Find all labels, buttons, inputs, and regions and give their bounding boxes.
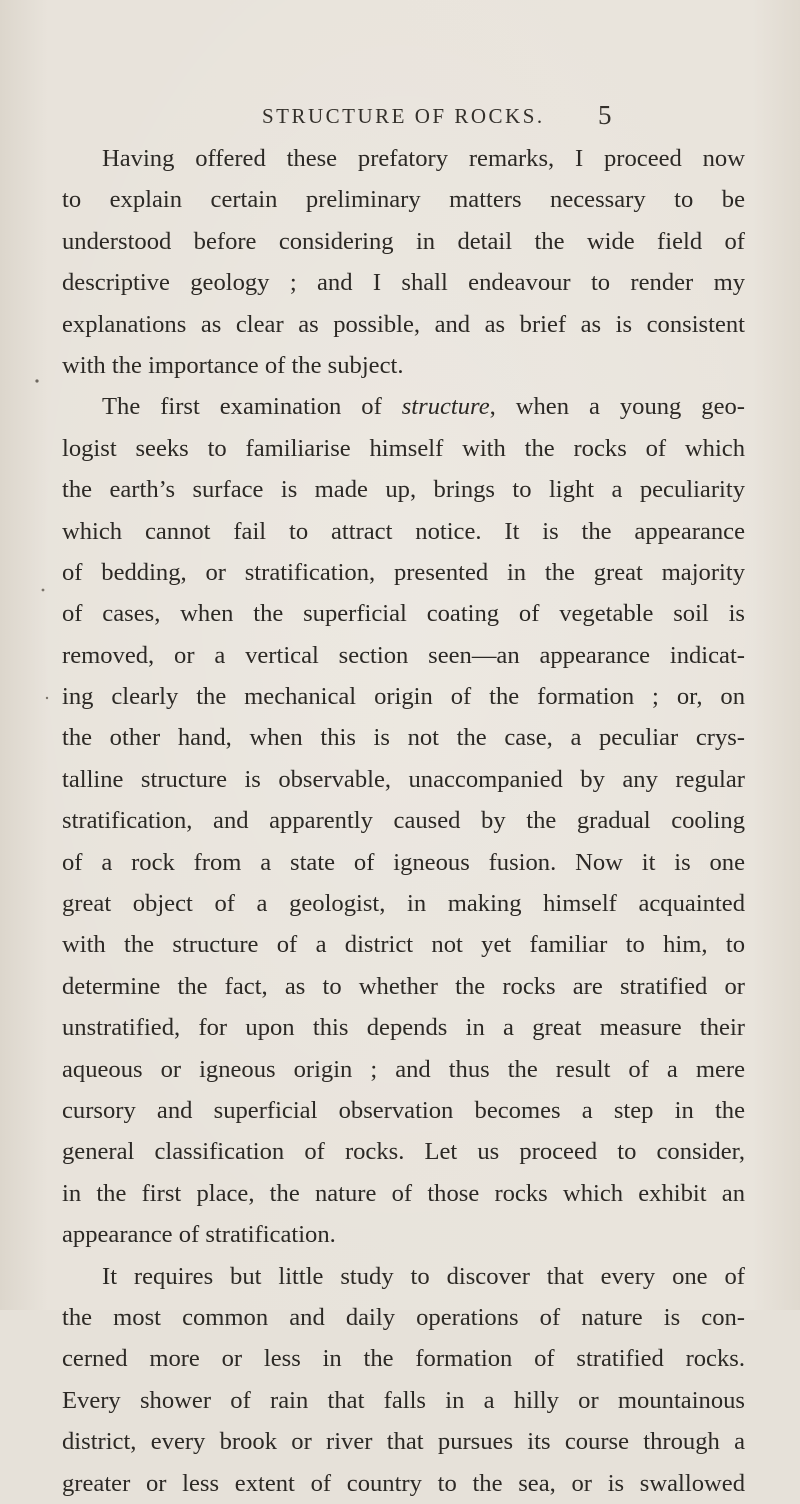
text-line: appearance of stratification. xyxy=(62,1221,336,1249)
paper-speck xyxy=(46,697,48,699)
text-line: the other hand, when this is not the case, a peculiar crys- xyxy=(62,724,745,752)
text-line: Every shower of rain that falls in a hilly or mountainous xyxy=(62,1386,745,1414)
text-line: descriptive geology ; and I shall endeavour to render my xyxy=(62,269,745,297)
text-line: with the importance of the subject. xyxy=(62,351,404,379)
text-line-end: , when a young geo- xyxy=(489,393,745,421)
text-line: removed, or a vertical section seen—an appearance indicat- xyxy=(62,641,745,669)
text-line: cerned more or less in the formation of stratified rocks. xyxy=(62,1345,745,1373)
text-line: ing clearly the mechanical origin of the formation ; or, on xyxy=(62,683,745,711)
text-line: of a rock from a state of igneous fusion. Now it is one xyxy=(62,848,745,876)
running-head xyxy=(0,100,800,134)
text-line: of cases, when the superficial coating of vegetable soil is xyxy=(62,600,745,628)
text-line: aqueous or igneous origin ; and thus the result of a mere xyxy=(62,1055,745,1083)
text-line: with the structure of a district not yet familiar to him, to xyxy=(62,931,745,959)
text-line: unstratified, for upon this depends in a great measure their xyxy=(62,1014,745,1042)
paper-speck xyxy=(35,379,38,382)
text-line: Having offered these prefatory remarks, I proceed now xyxy=(102,145,745,172)
text-line: which cannot fail to attract notice. It is the appearance xyxy=(62,517,745,545)
text-line: determine the fact, as to whether the rocks are stratified or xyxy=(62,972,745,1000)
text-line: greater or less extent of country to the sea, or is swallowed xyxy=(62,1469,745,1497)
text-line xyxy=(62,386,745,427)
page-number: 5 xyxy=(598,100,612,130)
body-text xyxy=(62,138,745,1504)
text-line: the earth’s surface is made up, brings to light a peculiarity xyxy=(62,476,745,504)
text-line: explanations as clear as possible, and as brief as is consistent xyxy=(62,310,745,338)
text-line-start: The first examination of xyxy=(102,393,402,421)
text-line: stratification, and apparently caused by the gradual cooling xyxy=(62,807,745,835)
text-line: in the first place, the nature of those rocks which exhibit an xyxy=(62,1179,745,1207)
text-line: cursory and superficial observation becomes a step in the xyxy=(62,1096,745,1124)
text-line: It requires but little study to discover that every one of xyxy=(102,1262,745,1290)
running-title: STRUCTURE OF ROCKS. xyxy=(262,104,545,128)
text-line: of bedding, or stratification, presented in the great majority xyxy=(62,558,745,586)
text-line: to explain certain preliminary matters necessary to be xyxy=(62,186,745,214)
paper-speck xyxy=(42,589,45,592)
text-line: great object of a geologist, in making himself acquainted xyxy=(62,890,745,918)
emphasis-structure: structure xyxy=(401,393,490,421)
text-line: district, every brook or river that pursues its course through a xyxy=(62,1428,745,1456)
text-line: the most common and daily operations of nature is con- xyxy=(62,1303,745,1331)
text-line: understood before considering in detail the wide field of xyxy=(62,227,745,255)
text-line: talline structure is observable, unaccompanied by any regular xyxy=(62,765,745,793)
text-line: logist seeks to familiarise himself with the rocks of which xyxy=(62,434,745,462)
text-line: general classification of rocks. Let us proceed to consider, xyxy=(62,1138,745,1166)
